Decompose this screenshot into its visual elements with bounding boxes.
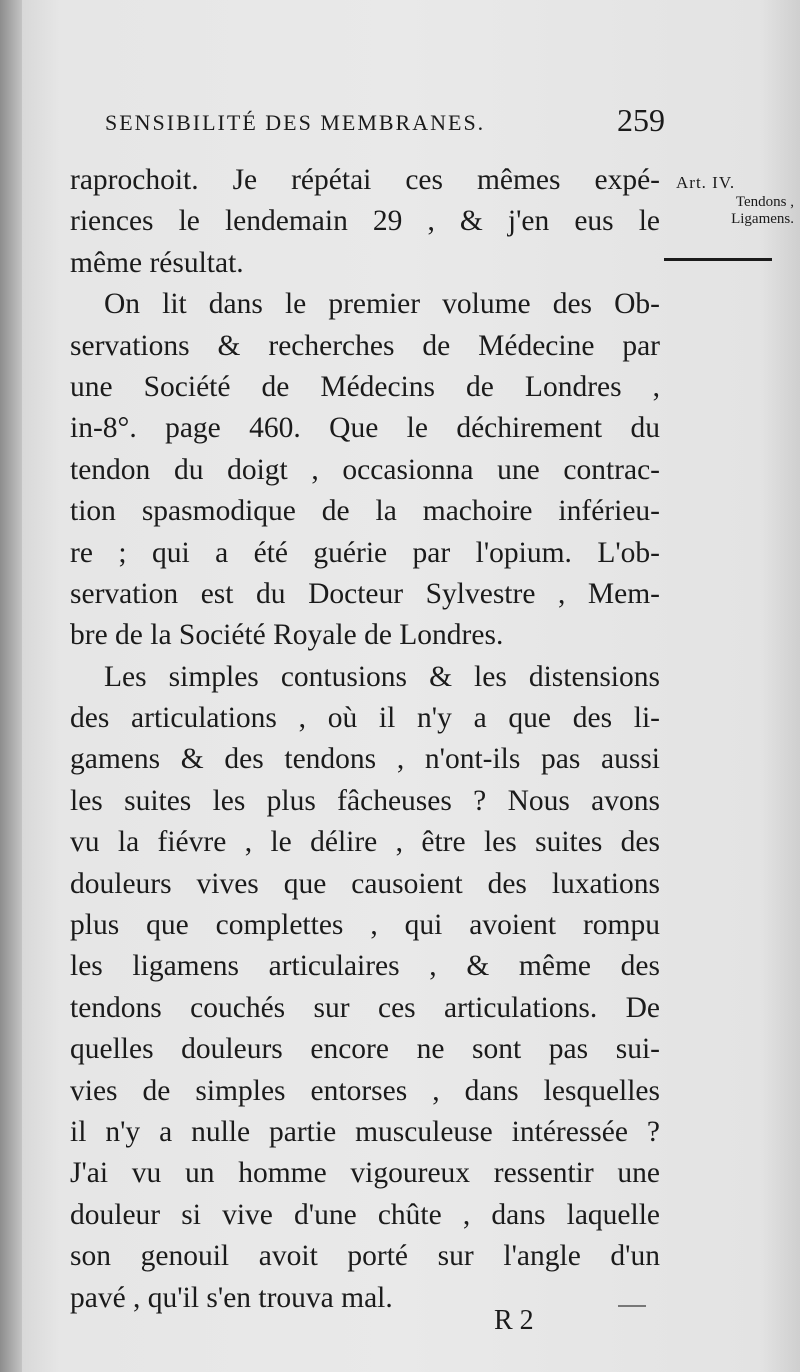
margin-note-article: Art. IV. <box>676 173 736 192</box>
text-line: tion spasmodique de la machoire inférieu- <box>70 495 660 528</box>
signature-rule <box>618 1305 646 1307</box>
text-line: vies de simples entorses , dans lesquelles <box>70 1074 660 1107</box>
text-line: même résultat. <box>70 246 244 279</box>
text-line: servations & recherches de Médecine par <box>70 329 660 362</box>
text-line: Les simples contusions & les distensions <box>104 660 660 693</box>
text-line: plus que complettes , qui avoient rompu <box>70 909 660 942</box>
text-line: J'ai vu un homme vigoureux ressentir une <box>70 1157 660 1190</box>
text-line: On lit dans le premier volume des Ob- <box>104 288 660 321</box>
text-line: douleurs vives que causoient des luxations <box>70 867 660 900</box>
text-line: tendons couchés sur ces articulations. De <box>70 991 660 1024</box>
text-line: bre de la Société Royale de Londres. <box>70 619 504 652</box>
page-number: 259 <box>617 102 665 138</box>
running-head <box>105 100 665 144</box>
text-line: raprochoit. Je répétai ces mêmes expé- <box>70 164 660 196</box>
text-line: les ligamens articulaires , & même des <box>70 950 660 983</box>
text-line: douleur si vive d'une chûte , dans laquelle <box>70 1198 660 1231</box>
text-line: servation est du Docteur Sylvestre , Mem- <box>70 577 660 610</box>
body-text <box>70 160 660 1319</box>
margin-note-rule <box>664 258 772 261</box>
text-line: vu la fiévre , le délire , être les suites des <box>70 826 660 859</box>
page-gutter-shadow <box>0 0 22 1372</box>
text-line: les suites les plus fâcheuses ? Nous avons <box>70 784 660 817</box>
text-line: il n'y a nulle partie musculeuse intéressée ? <box>70 1115 660 1148</box>
text-line: gamens & des tendons , n'ont-ils pas aussi <box>70 743 660 776</box>
text-line: son genouil avoit porté sur l'angle d'un <box>70 1240 660 1273</box>
text-line: re ; qui a été guérie par l'opium. L'ob- <box>70 536 660 569</box>
margin-note-line: Tendons , <box>735 194 794 210</box>
margin-note-line: Ligamens. <box>731 211 794 227</box>
margin-note <box>664 172 794 228</box>
text-line: tendon du doigt , occasionna une contrac- <box>70 453 660 486</box>
text-line: pavé , qu'il s'en trouva mal. <box>70 1281 393 1314</box>
text-line: in-8°. page 460. Que le déchirement du <box>70 412 660 445</box>
text-line: des articulations , où il n'y a que des li- <box>70 702 660 735</box>
signature-mark: R 2 <box>494 1305 534 1336</box>
text-line: riences le lendemain 29 , & j'en eus le <box>70 205 660 238</box>
text-line: une Société de Médecins de Londres , <box>70 370 660 403</box>
running-head-title: SENSIBILITÉ DES MEMBRANES. <box>105 110 486 135</box>
text-line: quelles douleurs encore ne sont pas sui- <box>70 1033 660 1066</box>
